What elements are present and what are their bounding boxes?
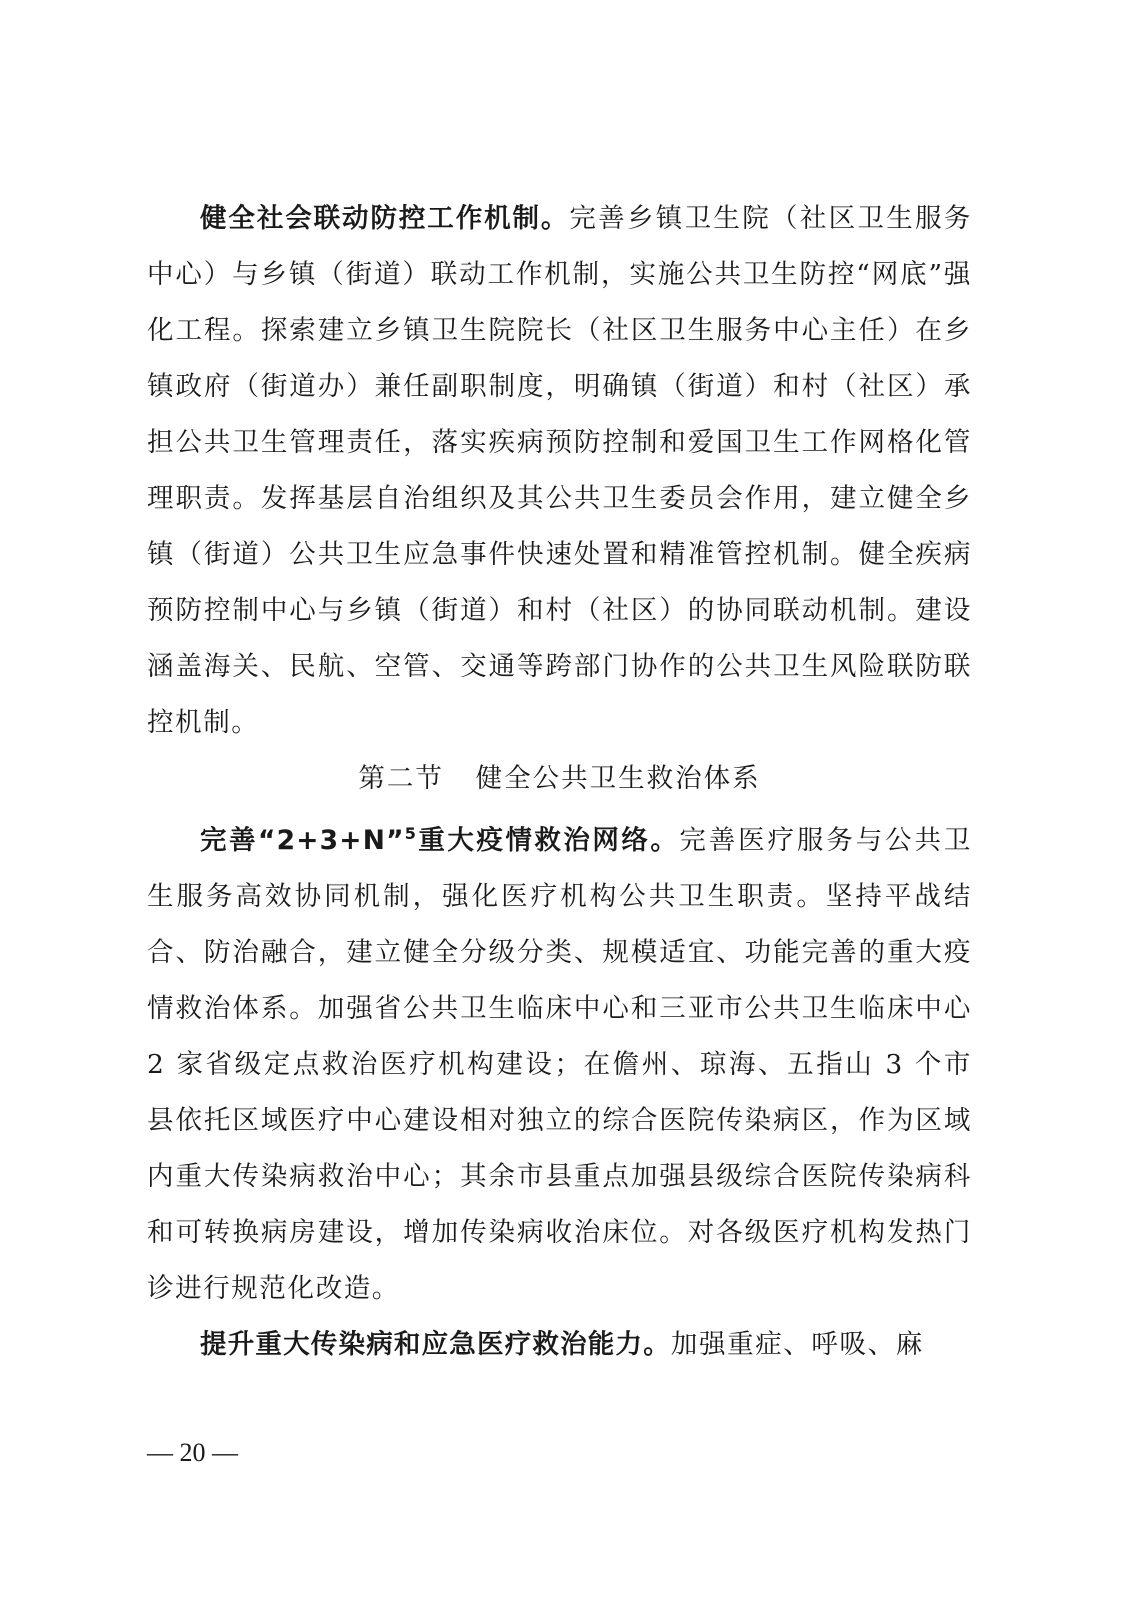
paragraph-lead: 健全社会联动防控工作机制。 [200, 203, 570, 234]
paragraph-treatment-capacity [147, 1317, 972, 1373]
paragraph-social-linkage [147, 191, 972, 751]
paragraph-body: 完善乡镇卫生院（社区卫生服务中心）与乡镇（街道）联动工作机制，实施公共卫生防控“网底”强化工程。探索建立乡镇卫生院院长（社区卫生服务中心主任）在乡镇政府（街道办）兼任副职制度，明确镇（街道）和村（社区）承担公共卫生管理责任，落实疾病预防控制和爱国卫生工作网格化管理职责。发挥基层自治组织及其公共卫生委员会作用，建立健全乡镇（街道）公共卫生应急事件快速处置和精准管控机制。健全疾病预防控制中心与乡镇（街道）和村（社区）的协同联动机制。建设涵盖海关、民航、空管、交通等跨部门协作的公共卫生风险联防联控机制。 [147, 203, 972, 738]
page-number: — 20 — [147, 1438, 238, 1467]
section-number: 第二节 [358, 763, 444, 794]
paragraph-lead-suffix: 重大疫情救治网络。 [417, 825, 680, 856]
paragraph-epidemic-network [147, 813, 972, 1317]
footnote-marker: 5 [404, 824, 418, 844]
page-body [147, 191, 972, 1373]
section-title: 健全公共卫生救治体系 [475, 763, 761, 794]
section-heading [147, 751, 972, 807]
paragraph-body: 加强重症、呼吸、麻 [670, 1329, 924, 1360]
paragraph-lead [200, 825, 679, 856]
paragraph-body: 完善医疗服务与公共卫生服务高效协同机制，强化医疗机构公共卫生职责。坚持平战结合、防治融合，建立健全分级分类、规模适宜、功能完善的重大疫情救治体系。加强省公共卫生临床中心和三亚市公共卫生临床中心 2 家省级定点救治医疗机构建设；在儋州、琼海、五指山 3 个市县依托区域医疗中心建设相对独立的综合医院传染病区，作为区域内重大传染病救治中心；其余市县重点加强县级综合医院传染病科和可转换病房建设，增加传染病收治床位。对各级医疗机构发热门诊进行规范化改造。 [147, 825, 972, 1304]
paragraph-lead-prefix: 完善“2+3+N” [200, 825, 405, 856]
paragraph-lead: 提升重大传染病和应急医疗救治能力。 [200, 1329, 671, 1360]
